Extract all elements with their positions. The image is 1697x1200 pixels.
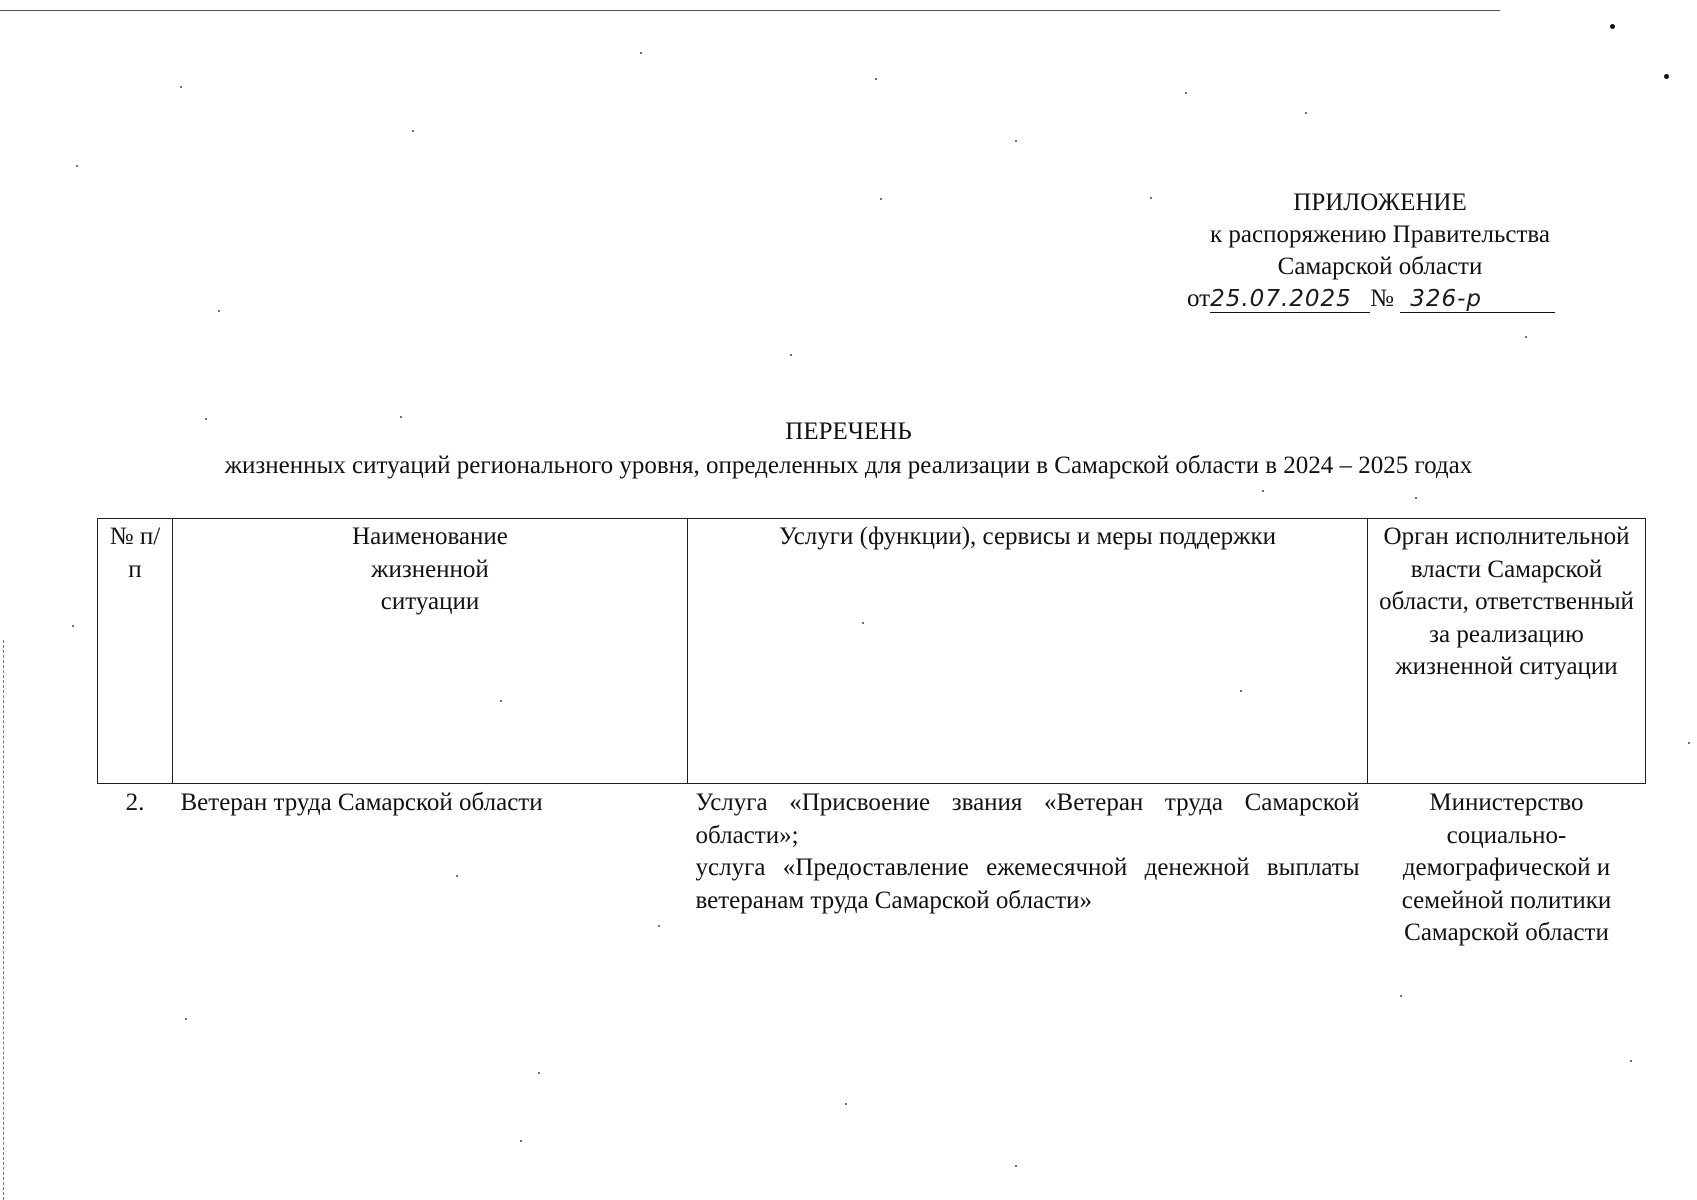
scan-speck [1415,497,1417,499]
header-organ: Орган исполнительной власти Самарской области, ответственный за реализацию жизненной ситуации [1368,519,1646,784]
document-title: ПЕРЕЧЕНЬ [785,418,912,445]
scan-speck [218,310,220,312]
scan-speck [1688,742,1690,744]
header-services: Услуги (функции), сервисы и меры поддержки [688,519,1368,784]
table-header-row [98,519,1646,784]
scan-speck [1525,336,1527,338]
table-row [98,784,1646,950]
row-name: Ветеран труда Самарской области [180,789,543,816]
scan-speck [845,1103,847,1105]
scan-edge-line [0,10,1500,11]
scan-speck [185,1018,187,1020]
scan-speck [1185,92,1187,94]
row-organ: Министерство социально-демографической и семейной политики Самарской области [1401,789,1612,946]
scan-speck [520,1140,522,1142]
scan-speck [72,625,74,627]
row-number: 2. [125,789,145,816]
approval-title: ПРИЛОЖЕНИЕ [1293,189,1467,216]
approval-line-2: Самарской области [1277,253,1483,280]
scan-speck [538,1072,540,1074]
scan-speck [412,130,414,132]
scan-speck [1664,74,1669,79]
scan-speck [1015,1165,1017,1167]
scan-speck [875,78,877,80]
scan-speck [1305,112,1307,114]
date-prefix: от [1187,285,1211,312]
life-situations-table [97,518,1646,950]
document-subtitle: жизненных ситуаций регионального уровня, определенных для реализации в Самарской области в 2024 – 2025 годах [224,452,1473,479]
approval-line-1: к распоряжению Правительства [1209,221,1550,248]
service-item: Услуга «Присвоение звания «Ветеран труда Самарской области»; [695,789,1360,849]
service-item: услуга «Предоставление ежемесячной денежной выплаты ветеранам труда Самарской области» [695,854,1360,914]
scan-speck [790,354,792,356]
header-name: Наименование жизненной ситуации [173,519,688,784]
scan-speck [1400,995,1402,997]
number-prefix: № [1370,285,1394,312]
approval-block [1150,187,1610,315]
handwritten-number: 326-р [1400,286,1555,313]
approval-date-line [1150,283,1610,315]
header-number: № п/п [98,519,173,784]
scan-speck [1262,490,1264,492]
scan-speck [1630,1060,1632,1062]
scan-speck [76,165,78,167]
row-services [688,784,1368,950]
scan-speck [1610,24,1615,29]
handwritten-date: 25.07.2025 [1210,286,1370,313]
scan-speck [640,52,642,54]
scan-speck [180,86,182,88]
scan-speck [1015,140,1017,142]
scan-speck [880,198,882,200]
scan-margin-line [3,640,4,1200]
